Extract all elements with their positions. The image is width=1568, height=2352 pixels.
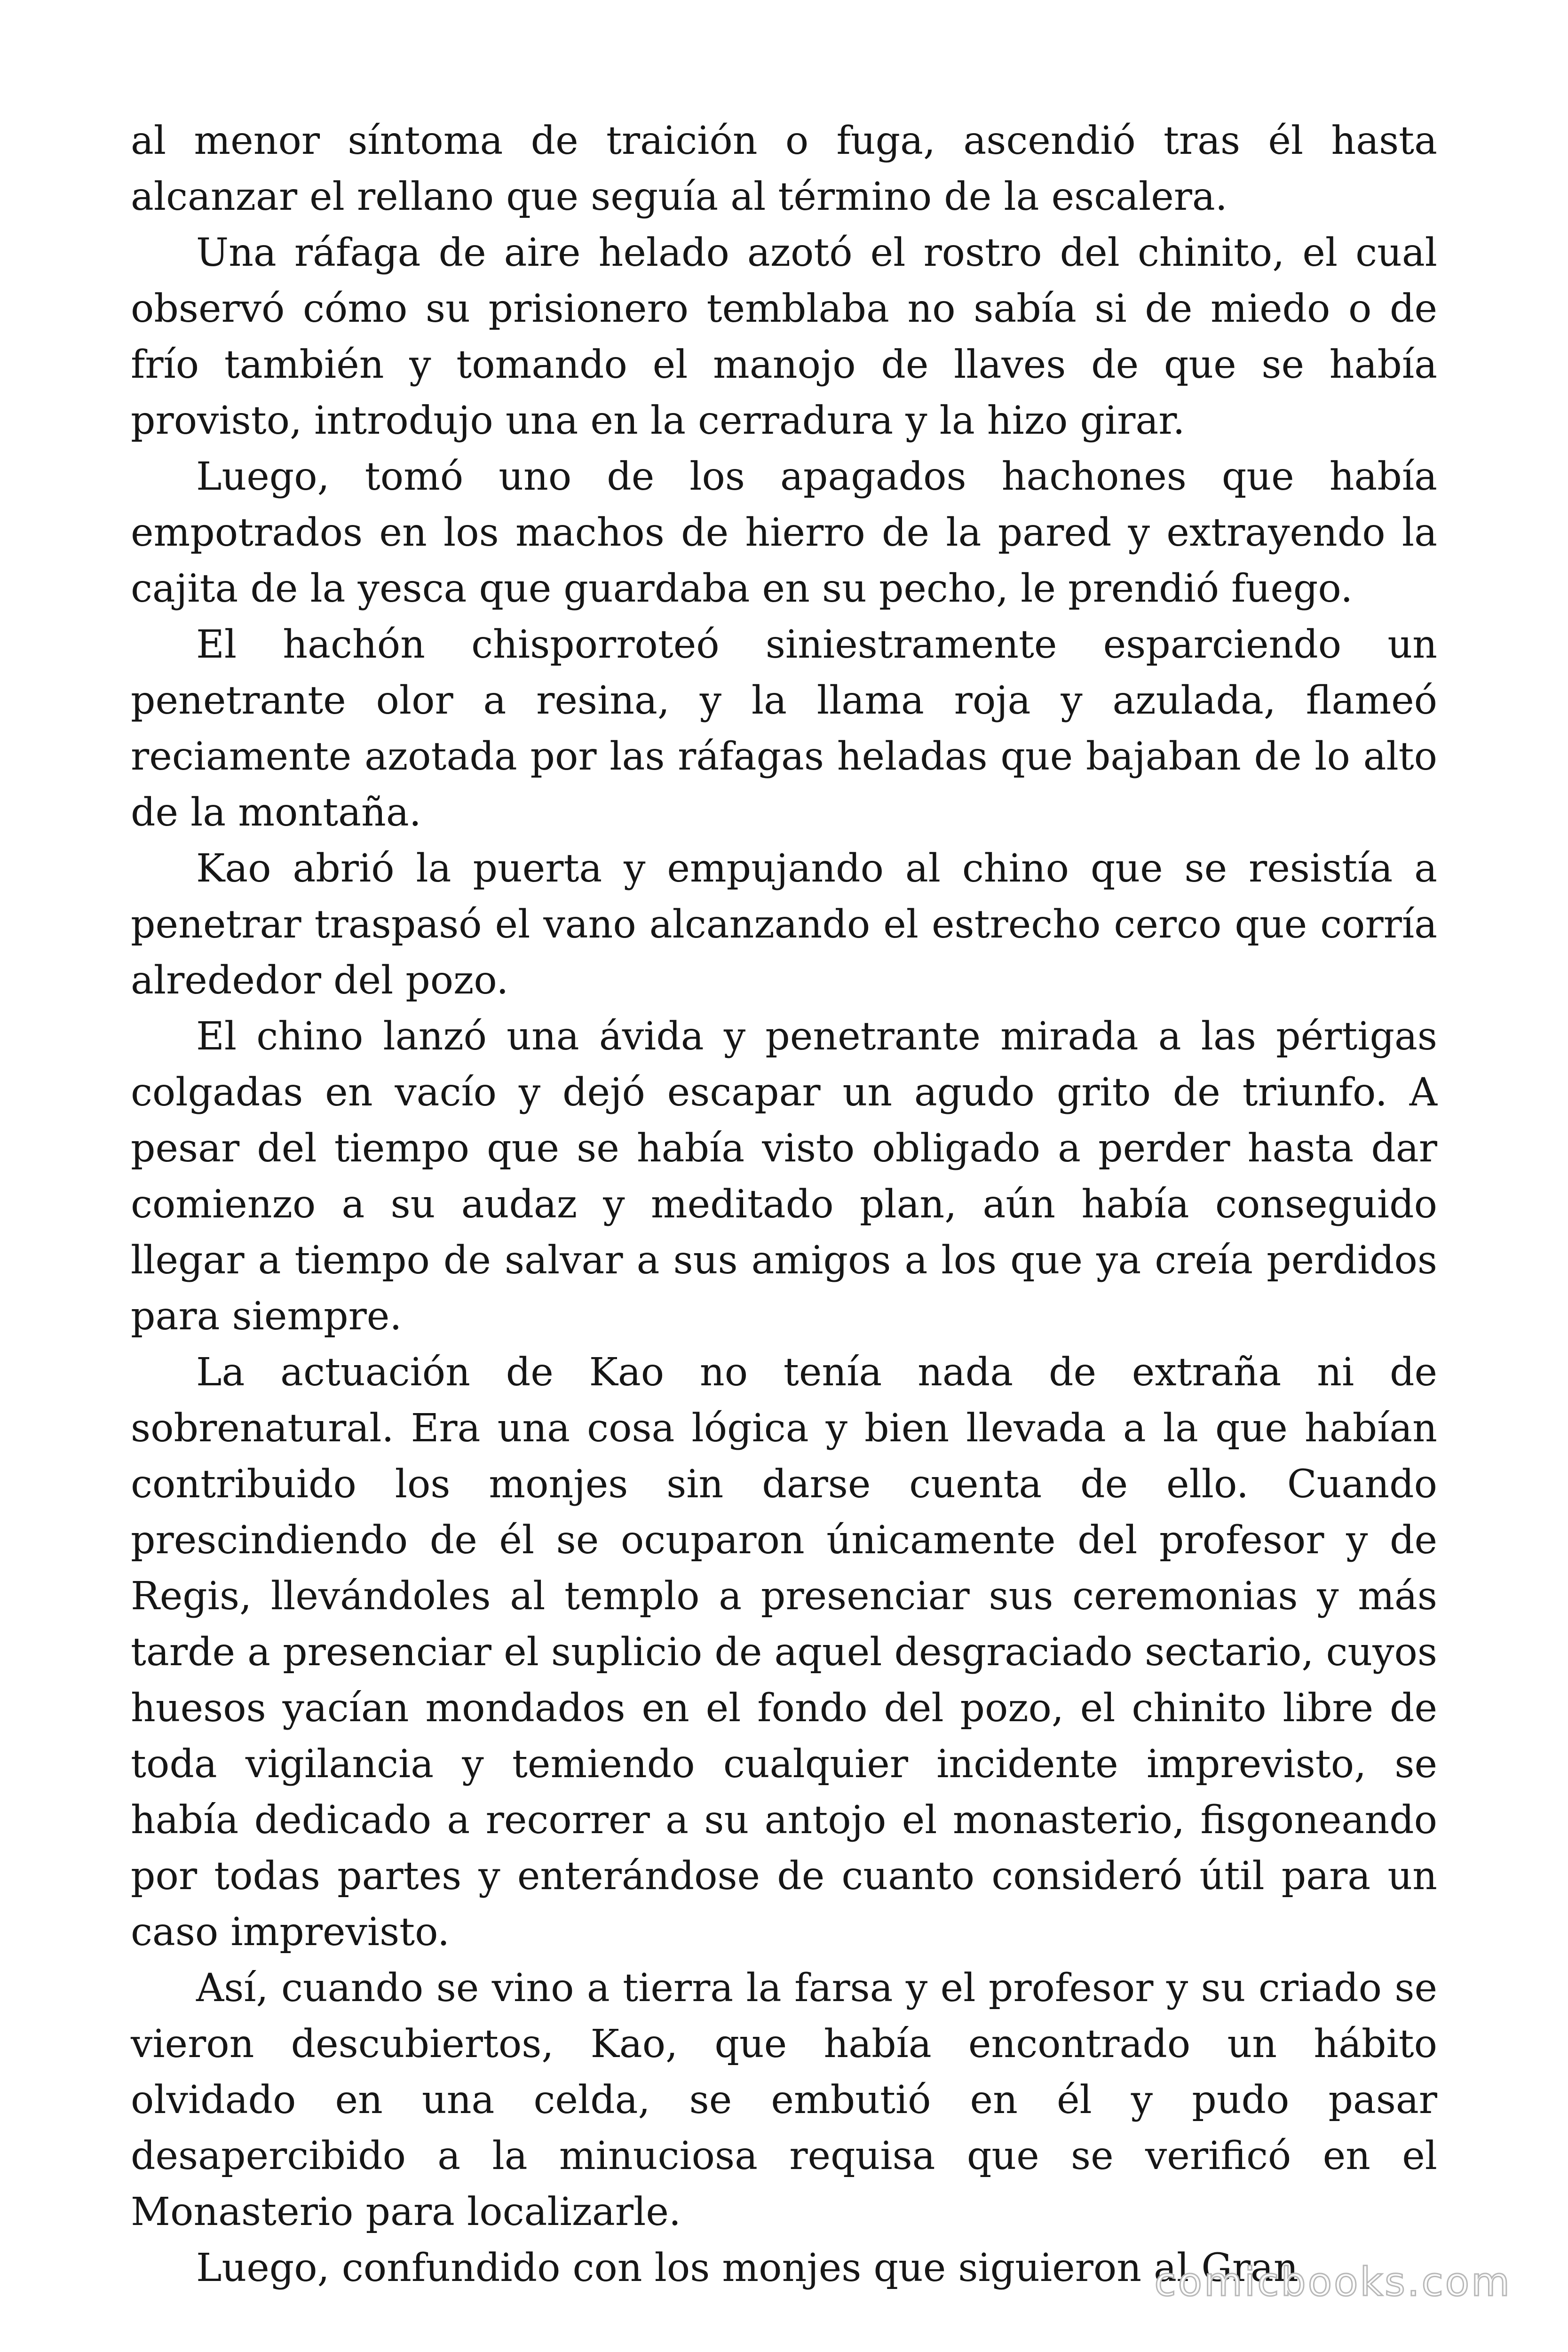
paragraph: Una ráfaga de aire helado azotó el rostro del chinito, el cual observó cómo su prisionero temblaba no sabía si de miedo o de frío también y tomando el manojo de llaves de que se había provisto, introdujo una en la cerradura y la hizo girar. <box>131 230 1437 443</box>
paragraph: El hachón chisporroteó siniestramente esparciendo un penetrante olor a resina, y la llama roja y azulada, flameó reciamente azotada por las ráfagas heladas que bajaban de lo alto de la montaña. <box>131 622 1437 835</box>
paragraph: Kao abrió la puerta y empujando al chino que se resistía a penetrar traspasó el vano alcanzando el estrecho cerco que corría alrededor del pozo. <box>131 846 1437 1003</box>
body-text <box>131 113 1437 2296</box>
paragraph-last: Luego, confundido con los monjes que siguieron al Gran <box>196 2246 1299 2290</box>
watermark: comicbooks.com <box>1154 2259 1512 2305</box>
paragraph: Así, cuando se vino a tierra la farsa y el profesor y su criado se vieron descubiertos, Kao, que había encontrado un hábito olvidado en una celda, se embutió en él y pudo pasar desapercibido a la minuciosa requisa que se verificó en el Monasterio para localizarle. <box>131 1966 1437 2234</box>
paragraph: La actuación de Kao no tenía nada de extraña ni de sobrenatural. Era una cosa lógica y bien llevada a la que habían contribuido los monjes sin darse cuenta de ello. Cuando prescindiendo de él se ocuparon únicamente del profesor y de Regis, llevándoles al templo a presenciar sus ceremonias y más tarde a presenciar el suplicio de aquel desgraciado sectario, cuyos huesos yacían mondados en el fondo del pozo, el chinito libre de toda vigilancia y temiendo cualquier incidente imprevisto, se había dedicado a recorrer a su antojo el monasterio, fisgoneando por todas partes y enterándose de cuanto consideró útil para un caso imprevisto. <box>131 1350 1437 1955</box>
paragraph-continuation: al menor síntoma de traición o fuga, ascendió tras él hasta alcanzar el rellano que seguía al término de la escalera. <box>131 119 1437 219</box>
paragraph: El chino lanzó una ávida y penetrante mirada a las pértigas colgadas en vacío y dejó escapar un agudo grito de triunfo. A pesar del tiempo que se había visto obligado a perder hasta dar comienzo a su audaz y meditado plan, aún había conseguido llegar a tiempo de salvar a sus amigos a los que ya creía perdidos para siempre. <box>131 1014 1437 1339</box>
paragraph: Luego, tomó uno de los apagados hachones que había empotrados en los machos de hierro de la pared y extrayendo la cajita de la yesca que guardaba en su pecho, le prendió fuego. <box>131 454 1437 611</box>
